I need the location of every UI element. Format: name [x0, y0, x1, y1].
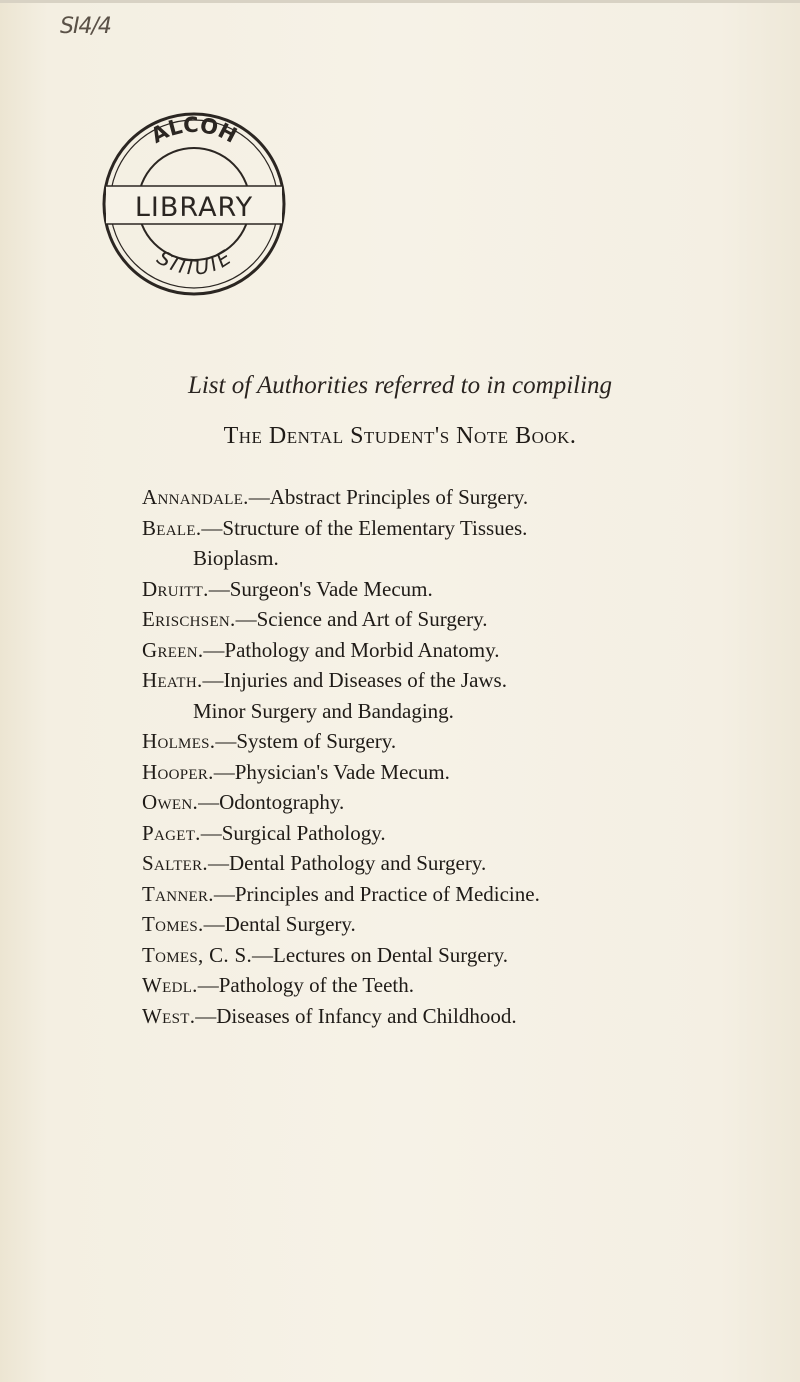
work-title: —Pathology and Morbid Anatomy.: [203, 637, 500, 662]
work-title: —Surgical Pathology.: [200, 820, 386, 845]
work-title-continuation: Minor Surgery and Bandaging.: [193, 698, 454, 723]
authority-entry: [142, 726, 762, 757]
work-title: —Dental Surgery.: [203, 912, 356, 936]
svg-text:ALCOH: [147, 113, 241, 148]
author-name: Green.: [142, 637, 204, 662]
work-title: —Pathology of the Teeth.: [197, 973, 415, 997]
author-name: Paget.: [142, 820, 201, 845]
author-name: Druitt.: [142, 576, 209, 601]
authority-entry: [142, 970, 762, 1001]
authority-entry: [142, 940, 762, 971]
author-name: Holmes.: [142, 729, 216, 753]
authority-entry: [142, 787, 762, 818]
work-title: —System of Surgery.: [215, 729, 397, 753]
author-name: Annandale.: [142, 485, 249, 509]
work-title: —Physician's Vade Mecum.: [213, 759, 450, 784]
pencil-shelfmark: SI4/4: [60, 14, 111, 39]
work-title: —Principles and Practice of Medicine.: [213, 881, 540, 906]
stamp-center-text: LIBRARY: [134, 192, 254, 223]
author-name: Tomes.: [142, 912, 204, 936]
author-name: Tanner.: [142, 881, 214, 906]
authority-entry: [142, 665, 762, 696]
author-name: Tomes, C. S.: [142, 942, 253, 967]
authorities-list: [142, 482, 762, 1031]
author-name: Hooper.: [142, 759, 214, 784]
authority-entry: [142, 482, 762, 513]
author-name: Owen.: [142, 790, 199, 814]
work-title: —Structure of the Elementary Tissues.: [201, 515, 528, 540]
authority-entry: [142, 604, 762, 635]
authority-entry: [142, 818, 762, 849]
author-name: Erischsen.: [142, 607, 236, 631]
work-title: —Science and Art of Surgery.: [235, 607, 488, 631]
authority-entry: [142, 879, 762, 910]
work-title: —Dental Pathology and Surgery.: [207, 851, 487, 875]
author-name: Beale.: [142, 515, 202, 540]
authority-entry: [142, 1001, 762, 1032]
work-title: —Lectures on Dental Surgery.: [252, 942, 509, 967]
authority-entry: [142, 574, 762, 605]
author-name: Heath.: [142, 668, 203, 692]
work-title: —Abstract Principles of Surgery.: [248, 485, 529, 509]
authority-entry: [142, 909, 762, 940]
author-name: West.: [142, 1003, 196, 1028]
author-name: Salter.: [142, 851, 208, 875]
stamp-bottom-text: STITUTE: [152, 245, 236, 280]
page-edge: [0, 0, 800, 3]
work-title-continuation: Bioplasm.: [193, 546, 279, 570]
author-name: Wedl.: [142, 973, 198, 997]
stamp-top-text: ALCOH: [147, 112, 241, 148]
svg-text:STITUTE: [153, 245, 236, 280]
work-title: —Odontography.: [198, 790, 345, 814]
authority-entry: [142, 848, 762, 879]
authority-entry: [142, 513, 762, 544]
authority-entry: [142, 757, 762, 788]
work-title: —Injuries and Diseases of the Jaws.: [202, 668, 507, 692]
book-title: The Dental Student's Note Book.: [223, 423, 577, 449]
list-heading: List of Authorities referred to in compiling: [187, 372, 613, 399]
work-title: —Diseases of Infancy and Childhood.: [195, 1003, 517, 1028]
authority-entry: [142, 635, 762, 666]
library-stamp: [98, 108, 290, 300]
work-title: —Surgeon's Vade Mecum.: [208, 576, 433, 601]
